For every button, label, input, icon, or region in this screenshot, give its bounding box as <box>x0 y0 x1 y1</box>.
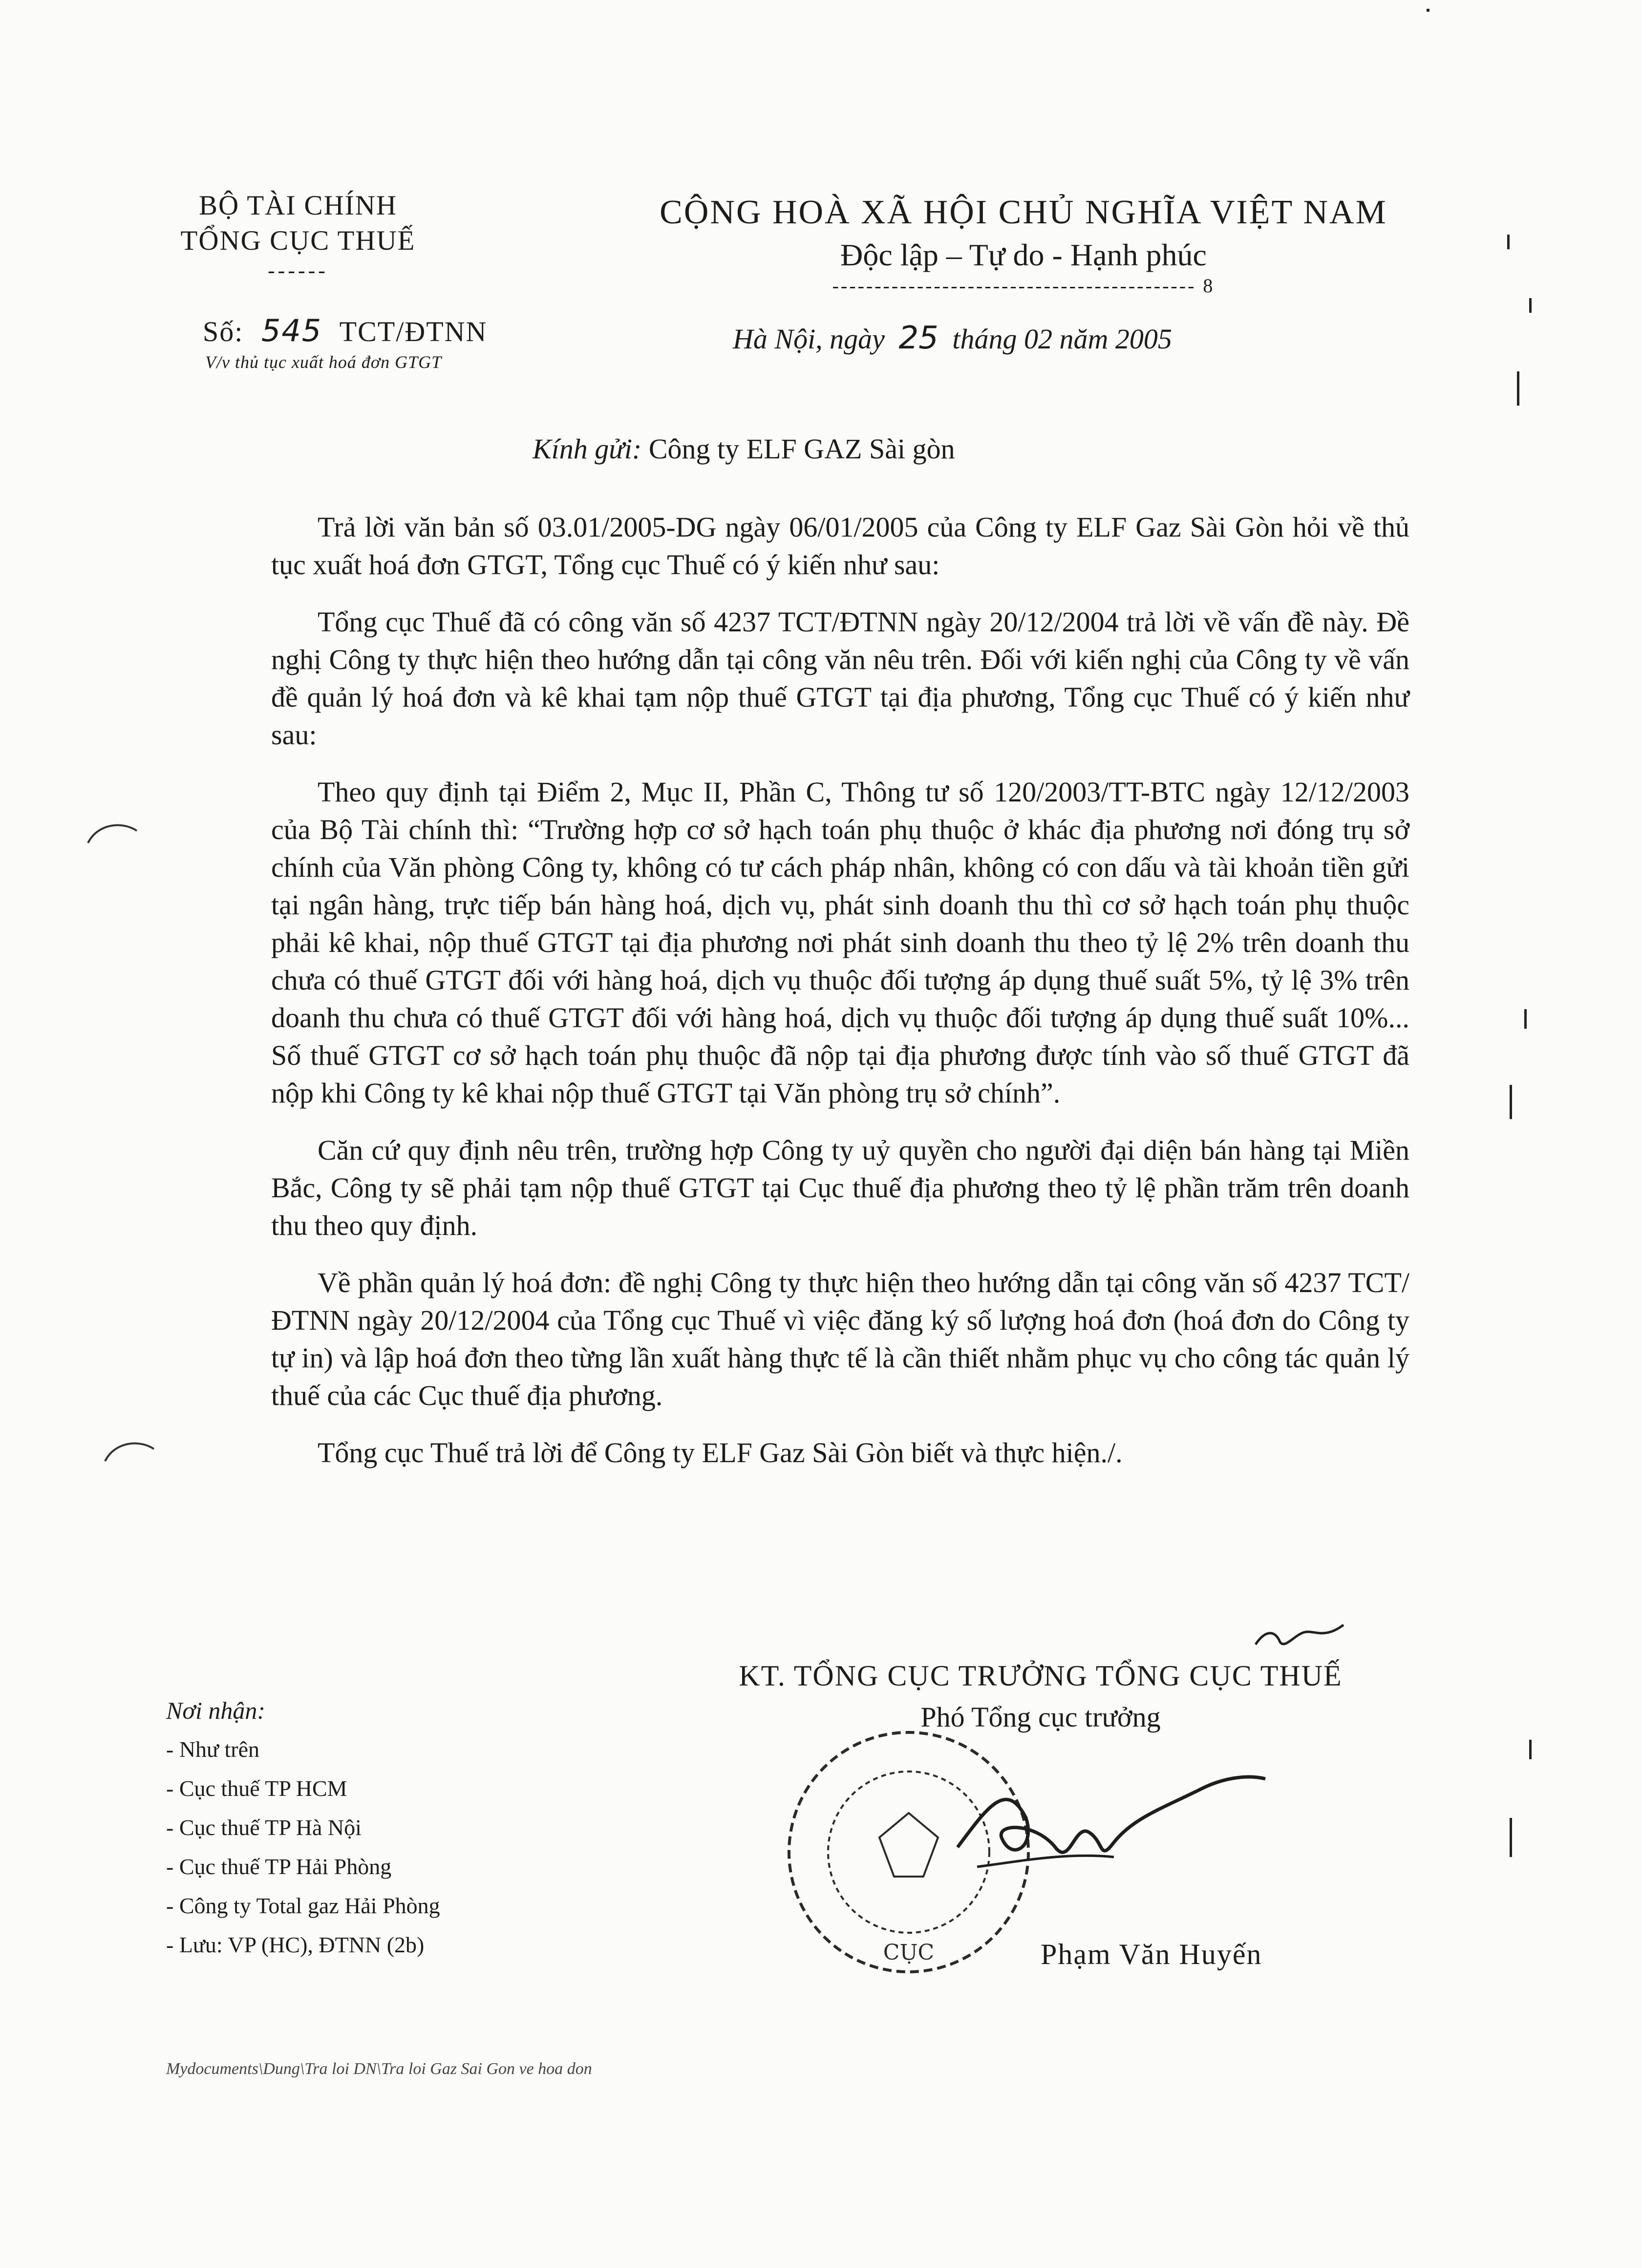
signatory-name: Phạm Văn Huyến <box>1041 1938 1262 1970</box>
ministry-name: BỘ TÀI CHÍNH <box>198 190 398 221</box>
initials-mark <box>1251 1610 1348 1654</box>
edge-mark <box>1510 1818 1512 1857</box>
salutation-label: Kính gửi: <box>533 433 642 465</box>
handwritten-signature <box>928 1750 1270 1896</box>
header-divider: ------ <box>268 259 328 282</box>
national-motto: Độc lập – Tự do - Hạnh phúc <box>840 238 1207 272</box>
department-name: TỔNG CỤC THUẾ <box>180 225 416 256</box>
signatory-title: KT. TỔNG CỤC TRƯỞNG TỔNG CỤC THUẾ <box>739 1660 1343 1692</box>
edge-mark <box>1529 298 1532 313</box>
motto-rule: ------------------------------------------- 8 <box>832 275 1215 297</box>
seal-text: CỤC <box>883 1940 935 1965</box>
file-path-footer: Mydocuments\Dung\Tra loi DN\Tra loi Gaz Sai Gon ve hoa don <box>166 2060 592 2078</box>
edge-mark <box>1507 235 1510 249</box>
doc-number-suffix: TCT/ĐTNN <box>339 316 488 347</box>
recipient-item: - Như trên <box>166 1737 259 1762</box>
salutation <box>533 432 955 465</box>
recipient-item: - Cục thuế TP HCM <box>166 1776 347 1801</box>
edge-mark <box>1524 1009 1527 1029</box>
signatory-subtitle: Phó Tổng cục trưởng <box>920 1701 1161 1733</box>
national-header <box>620 193 1427 296</box>
date-prefix: Hà Nội, ngày <box>733 323 885 355</box>
body-paragraph-6: Tổng cục Thuế trả lời để Công ty ELF Gaz Sài Gòn biết và thực hiện./. <box>318 1437 1123 1469</box>
recipients-list <box>166 1691 440 1965</box>
edge-mark <box>1517 371 1519 406</box>
letter-body <box>271 508 1409 1491</box>
body-paragraph-5: Về phần quản lý hoá đơn: đề nghị Công ty thực hiện theo hướng dẫn tại công văn số 4237 TCT/ĐTNN ngày 20/12/2004 của Tổng cục Thuế vì việc đăng ký số lượng hoá đơn (hoá đơn do Công ty tự in) và lập hoá đơn theo từng lần xuất hàng thực tế là cần thiết nhằm phục vụ cho công tác quản lý thuế của các Cục thuế địa phương. <box>271 1267 1409 1411</box>
recipient-item: - Cục thuế TP Hà Nội <box>166 1815 362 1840</box>
date-day: 25 <box>898 320 938 356</box>
salutation-recipient: Công ty ELF GAZ Sài gòn <box>648 433 955 465</box>
date-suffix: tháng 02 năm 2005 <box>952 323 1172 355</box>
recipient-item: - Lưu: VP (HC), ĐTNN (2b) <box>166 1932 425 1957</box>
issuer-block <box>161 188 435 283</box>
body-paragraph-1: Trả lời văn bản số 03.01/2005-DG ngày 06/01/2005 của Công ty ELF Gaz Sài Gòn hỏi về thủ tục xuất hoá đơn GTGT, Tổng cục Thuế có ý kiến như sau: <box>271 511 1409 581</box>
body-paragraph-2: Tổng cục Thuế đã có công văn số 4237 TCT/ĐTNN ngày 20/12/2004 trả lời về vấn đề này. Đề nghị Công ty thực hiện theo hướng dẫn tại công văn nêu trên. Đối với kiến nghị của Công ty về vấn đề quản lý hoá đơn và kê khai tạm nộp thuế GTGT tại địa phương, Tổng cục Thuế có ý kiến như sau: <box>271 606 1409 751</box>
body-paragraph-4: Căn cứ quy định nêu trên, trường hợp Công ty uỷ quyền cho người đại diện bán hàng tại Miền Bắc, Công ty sẽ phải tạm nộp thuế GTGT tại Cục thuế địa phương theo tỷ lệ phần trăm trên doanh thu theo quy định. <box>271 1134 1409 1241</box>
doc-number-value: 545 <box>261 313 322 348</box>
republic-name: CỘNG HOÀ XÃ HỘI CHỦ NGHĨA VIỆT NAM <box>660 194 1387 231</box>
speck-mark <box>1427 9 1429 12</box>
punch-hole-mark-top <box>83 814 142 853</box>
document-number <box>203 313 487 348</box>
edge-mark <box>1510 1085 1512 1119</box>
recipients-title: Nơi nhận: <box>166 1697 266 1724</box>
edge-mark <box>1529 1740 1532 1759</box>
punch-hole-mark-bottom <box>100 1432 159 1471</box>
document-subject: V/v thủ tục xuất hoá đơn GTGT <box>205 352 442 372</box>
date-line <box>733 320 1172 356</box>
body-paragraph-3: Theo quy định tại Điểm 2, Mục II, Phần C, Thông tư số 120/2003/TT-BTC ngày 12/12/2003 của Bộ Tài chính thì: “Trường hợp cơ sở hạch toán phụ thuộc ở khác địa phương nơi đóng trụ sở chính của Văn phòng Công ty, không có tư cách pháp nhân, không có con dấu và tài khoản tiền gửi tại ngân hàng, trực tiếp bán hàng hoá, dịch vụ, phát sinh doanh thu thì cơ sở hạch toán phụ thuộc phải kê khai, nộp thuế GTGT tại địa phương nơi phát sinh doanh thu theo tỷ lệ 2% trên doanh thu chưa có thuế GTGT đối với hàng hoá, dịch vụ thuộc đối tượng áp dụng thuế suất 5%, tỷ lệ 3% trên doanh thu chưa có thuế GTGT đối với hàng hoá, dịch vụ thuộc đối tượng áp dụng thuế suất 10%... Số thuế GTGT cơ sở hạch toán phụ thuộc đã nộp tại địa phương được tính vào số thuế GTGT đã nộp khi Công ty kê khai nộp thuế GTGT tại Văn phòng trụ sở chính”. <box>271 776 1409 1109</box>
recipient-item: - Công ty Total gaz Hải Phòng <box>166 1893 440 1918</box>
doc-number-prefix: Số: <box>203 316 244 347</box>
recipient-item: - Cục thuế TP Hải Phòng <box>166 1854 392 1879</box>
